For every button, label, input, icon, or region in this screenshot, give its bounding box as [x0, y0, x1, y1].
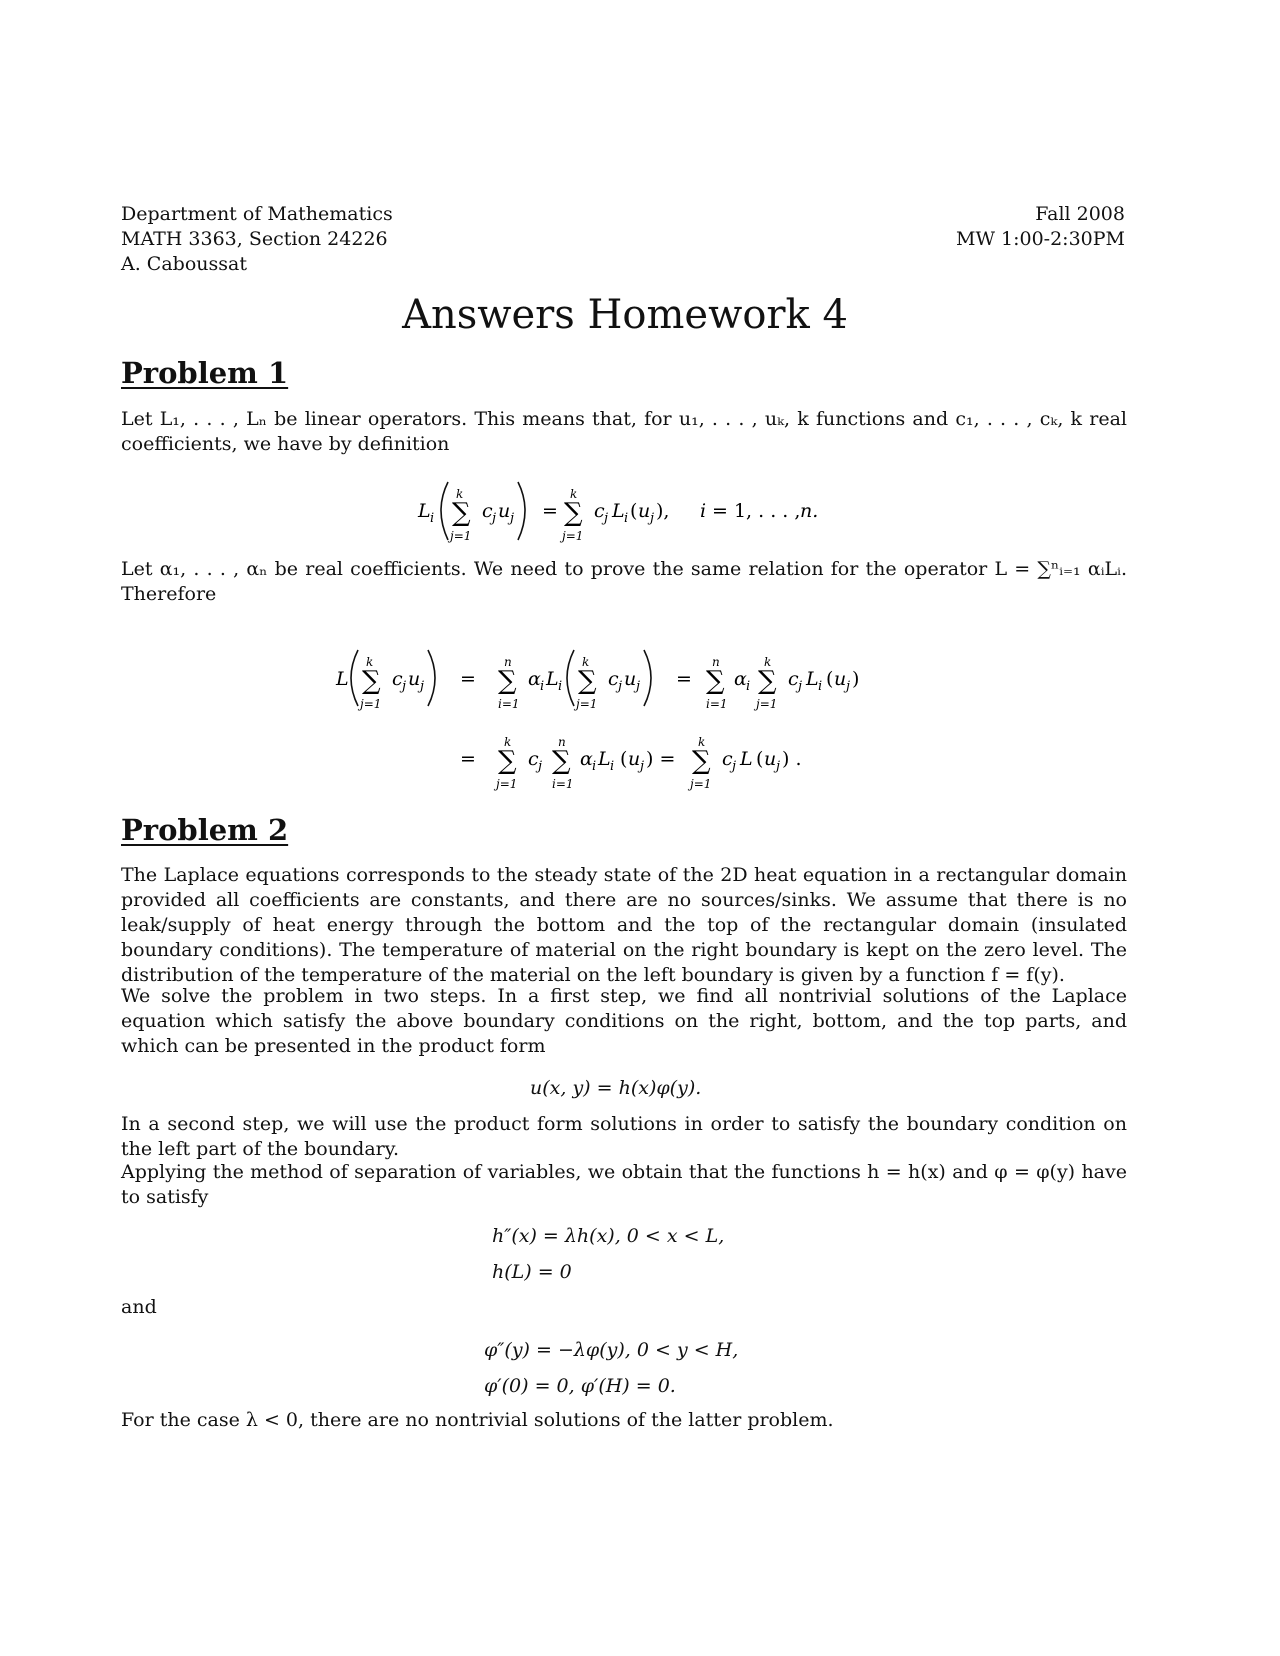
svg-text:k: k: [764, 655, 772, 669]
svg-text:j=1: j=1: [450, 529, 472, 543]
svg-text:α: α: [734, 668, 747, 690]
svg-text:=: =: [460, 748, 476, 770]
svg-text:),: ),: [656, 500, 670, 522]
header-right: [956, 202, 1125, 252]
svg-text:j: j: [618, 679, 623, 694]
svg-text:n: n: [558, 735, 566, 749]
svg-text:j: j: [650, 511, 655, 526]
svg-text:(: (: [826, 668, 834, 690]
svg-text:u: u: [628, 748, 641, 770]
page-title: Answers Homework 4: [402, 292, 848, 338]
svg-text:j: j: [636, 679, 641, 694]
svg-text:∑: ∑: [498, 666, 517, 696]
svg-text:∑: ∑: [564, 498, 583, 528]
svg-text:u: u: [834, 668, 847, 690]
svg-text:∑: ∑: [706, 666, 725, 696]
svg-text:L: L: [598, 748, 611, 770]
svg-text:j=1: j=1: [360, 697, 382, 711]
svg-text:L: L: [806, 668, 819, 690]
svg-text:j: j: [538, 759, 543, 774]
phi-boundary-conditions: φ′(0) = 0, φ′(H) = 0.: [484, 1375, 676, 1397]
svg-text:i: i: [624, 511, 629, 526]
svg-text:L: L: [612, 500, 625, 522]
and-word: and: [121, 1296, 157, 1318]
svg-text:i: i: [610, 759, 615, 774]
svg-text:u: u: [764, 748, 777, 770]
svg-text:= 1, . . . ,: = 1, . . . ,: [712, 500, 801, 522]
svg-text:j: j: [776, 759, 781, 774]
instructor-name: A. Caboussat: [121, 253, 247, 275]
svg-text:k: k: [456, 487, 464, 501]
problem2-para3: In a second step, we will use the product form solutions in order to satisfy the boundary condition on the left part of the boundary.: [121, 1113, 1127, 1160]
svg-text:) .: ) .: [782, 748, 802, 770]
svg-text:c: c: [608, 668, 619, 690]
svg-text:i=1: i=1: [706, 697, 728, 711]
svg-text:u: u: [498, 500, 511, 522]
problem2-heading: Problem 2: [121, 813, 289, 847]
svg-text:i: i: [818, 679, 823, 694]
svg-text:(: (: [630, 500, 638, 522]
svg-text:u: u: [408, 668, 421, 690]
svg-text:i: i: [430, 511, 435, 526]
problem1-intro: Let L₁, . . . , Lₙ be linear operators. This means that, for u₁, . . . , uₖ, k functions and c₁, . . . , cₖ, k real coefficients, we have by definition: [121, 408, 1127, 455]
problem2-para2: We solve the problem in two steps. In a first step, we find all nontrivial solutions of the Laplace equation which satisfy the above boundary conditions on the right, bottom, and the top parts, and which can be presented in the product form: [121, 985, 1127, 1057]
course-name: MATH 3363, Section 24226: [121, 228, 388, 250]
problem1-middle: Let α₁, . . . , αₙ be real coefficients. We need to prove the same relation for the operator L = ∑ⁿᵢ₌₁ αᵢLᵢ. Therefore: [121, 558, 1127, 605]
svg-text:j: j: [402, 679, 407, 694]
svg-text:k: k: [504, 735, 512, 749]
svg-text:i: i: [700, 500, 707, 522]
problem2-para4: Applying the method of separation of variables, we obtain that the functions h = h(x) and φ = φ(y) have to satisfy: [121, 1161, 1127, 1208]
svg-text:L: L: [336, 668, 349, 690]
svg-text:j=1: j=1: [690, 777, 712, 791]
svg-text:=: =: [676, 668, 692, 690]
svg-text:j: j: [510, 511, 515, 526]
svg-text:k: k: [698, 735, 706, 749]
problem2-para1: The Laplace equations corresponds to the steady state of the 2D heat equation in a rectangular domain provided all coefficients are constants, and there are no sources/sinks. We assume that there is no leak/supply of heat energy through the bottom and the top of the rectangular domain (insulated boundary conditions). The temperature of material on the right boundary is kept on the zero level. The distribution of the temperature of the material on the left boundary is given by a function f = f(y).: [121, 864, 1127, 986]
header-left: [121, 202, 393, 277]
problem2-conclusion: For the case λ < 0, there are no nontrivial solutions of the latter problem.: [121, 1409, 834, 1431]
svg-text:j: j: [420, 679, 425, 694]
svg-text:c: c: [722, 748, 733, 770]
svg-text:): ): [852, 668, 860, 690]
svg-text:i=1: i=1: [498, 697, 520, 711]
svg-text:i: i: [540, 679, 545, 694]
svg-text:j: j: [604, 511, 609, 526]
svg-text:L: L: [546, 668, 559, 690]
svg-text:u: u: [638, 500, 651, 522]
svg-text:c: c: [788, 668, 799, 690]
svg-text:c: c: [528, 748, 539, 770]
problem1-heading: Problem 1: [121, 356, 289, 390]
svg-text:n: n: [712, 655, 720, 669]
svg-text:∑: ∑: [578, 666, 597, 696]
term: Fall 2008: [1035, 203, 1125, 225]
svg-text:) =: ) =: [646, 748, 676, 770]
svg-text:i: i: [558, 679, 563, 694]
h-equation: h″(x) = λh(x), 0 < x < L,: [492, 1225, 725, 1247]
svg-text:∑: ∑: [758, 666, 777, 696]
svg-text:∑: ∑: [692, 746, 711, 776]
svg-text:j: j: [846, 679, 851, 694]
svg-text:=: =: [542, 500, 558, 522]
problem1-equation-2: [320, 640, 920, 800]
svg-text:=: =: [460, 668, 476, 690]
svg-text:k: k: [582, 655, 590, 669]
svg-text:L: L: [418, 500, 431, 522]
svg-text:c: c: [392, 668, 403, 690]
svg-text:j=1: j=1: [756, 697, 778, 711]
svg-text:(: (: [756, 748, 764, 770]
svg-text:n: n: [504, 655, 512, 669]
svg-text:α: α: [580, 748, 593, 770]
svg-text:j=1: j=1: [562, 529, 584, 543]
svg-text:∑: ∑: [452, 498, 471, 528]
svg-text:n.: n.: [800, 500, 819, 522]
svg-text:j: j: [732, 759, 737, 774]
svg-text:u: u: [624, 668, 637, 690]
svg-text:c: c: [482, 500, 493, 522]
svg-text:j: j: [640, 759, 645, 774]
department-name: Department of Mathematics: [121, 203, 393, 225]
svg-text:i: i: [746, 679, 751, 694]
problem1-equation-1: [400, 470, 900, 550]
svg-text:∑: ∑: [552, 746, 571, 776]
svg-text:j=1: j=1: [576, 697, 598, 711]
svg-text:(: (: [620, 748, 628, 770]
svg-text:α: α: [528, 668, 541, 690]
svg-text:∑: ∑: [498, 746, 517, 776]
phi-equation: φ″(y) = −λφ(y), 0 < y < H,: [484, 1339, 739, 1361]
svg-text:L: L: [740, 748, 753, 770]
product-form-equation: u(x, y) = h(x)φ(y).: [530, 1077, 702, 1099]
svg-text:i: i: [592, 759, 597, 774]
svg-text:k: k: [366, 655, 374, 669]
svg-text:j: j: [798, 679, 803, 694]
svg-text:i=1: i=1: [552, 777, 574, 791]
h-boundary-condition: h(L) = 0: [492, 1261, 572, 1283]
svg-text:c: c: [594, 500, 605, 522]
svg-text:k: k: [570, 487, 578, 501]
svg-text:j: j: [492, 511, 497, 526]
svg-text:j=1: j=1: [496, 777, 518, 791]
schedule: MW 1:00-2:30PM: [955, 228, 1125, 250]
svg-text:∑: ∑: [362, 666, 381, 696]
